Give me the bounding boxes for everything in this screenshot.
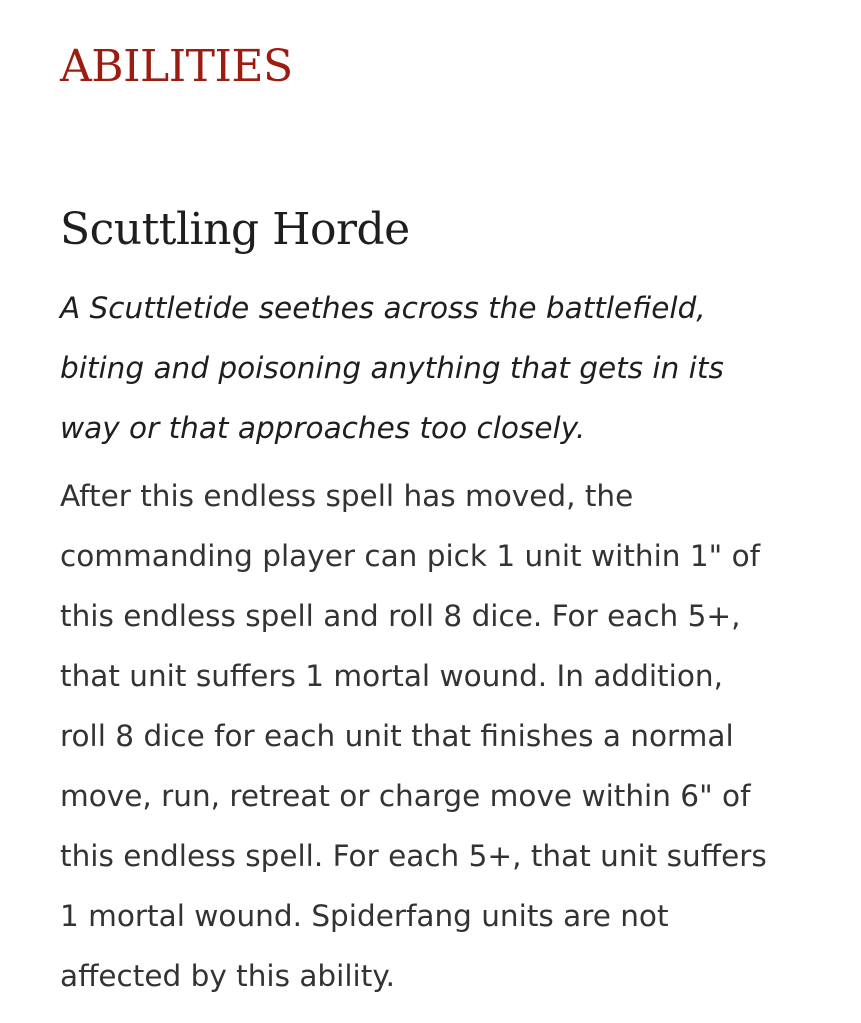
rules-line: move, run, retreat or charge move within 6" of xyxy=(60,779,751,813)
ability-name: Scuttling Horde xyxy=(60,204,410,255)
rules-line: 1 mortal wound. Spiderfang units are not xyxy=(60,899,669,933)
rules-line: After this endless spell has moved, the xyxy=(60,479,634,513)
section-title: ABILITIES xyxy=(60,41,293,92)
rules-line: this endless spell. For each 5+, that unit suffers xyxy=(60,839,767,873)
ability-flavor-text xyxy=(60,278,820,458)
rules-line: affected by this ability. xyxy=(60,959,395,993)
rules-line: roll 8 dice for each unit that finishes a normal xyxy=(60,719,734,753)
flavor-line: A Scuttletide seethes across the battlefield, xyxy=(60,291,706,325)
rules-line: this endless spell and roll 8 dice. For each 5+, xyxy=(60,599,741,633)
ability-rules-text xyxy=(60,466,820,1006)
flavor-line: biting and poisoning anything that gets in its xyxy=(60,351,724,385)
flavor-line: way or that approaches too closely. xyxy=(60,411,586,445)
rules-line: commanding player can pick 1 unit within 1" of xyxy=(60,539,761,573)
rules-line: that unit suffers 1 mortal wound. In addition, xyxy=(60,659,723,693)
